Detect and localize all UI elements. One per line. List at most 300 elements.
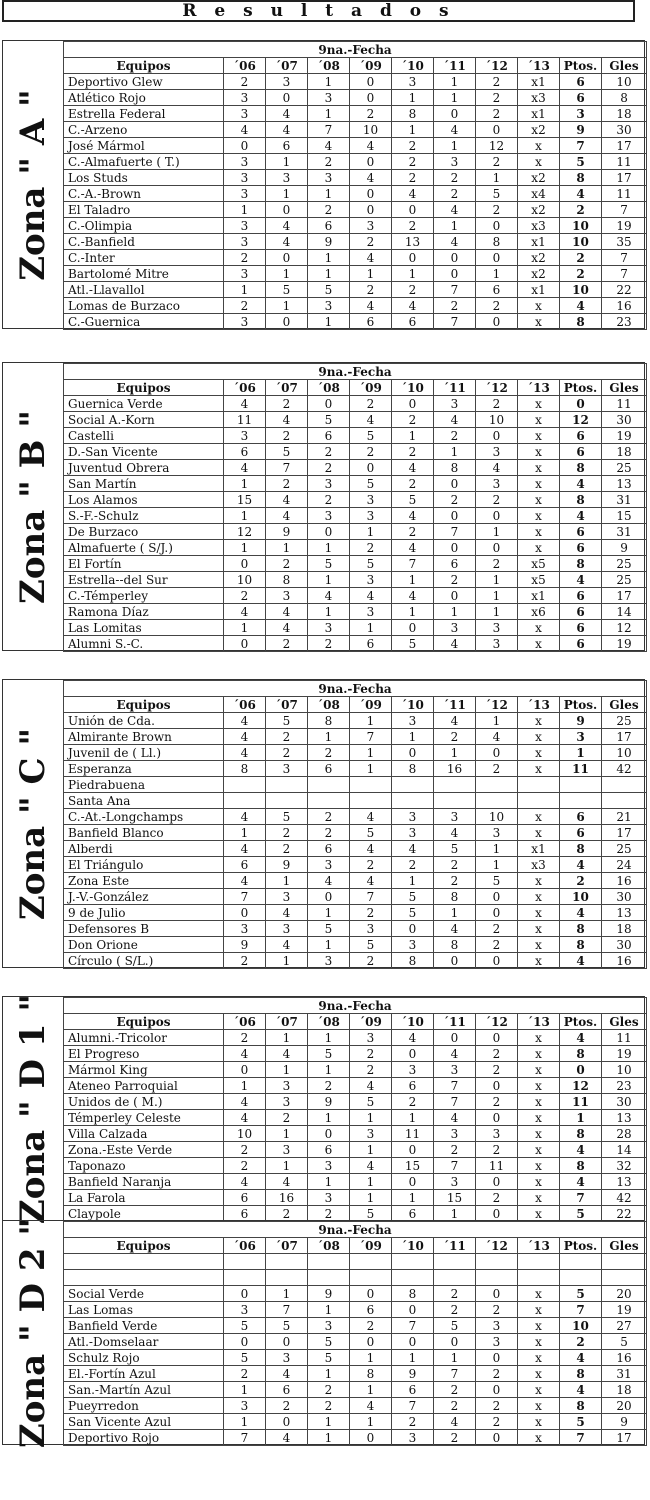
- team-name: Atl.-Domselaar: [64, 1334, 224, 1350]
- result-cell: 1: [224, 508, 266, 524]
- result-cell: x: [518, 476, 560, 492]
- result-cell: 3: [350, 1030, 392, 1046]
- result-cell: 9: [392, 1366, 434, 1382]
- result-cell: 0: [434, 508, 476, 524]
- result-cell: 3: [224, 1302, 266, 1318]
- team-name: Castelli: [64, 428, 224, 444]
- result-cell: 6: [224, 444, 266, 460]
- table-row: [64, 492, 647, 508]
- result-cell: 4: [266, 1366, 308, 1382]
- result-cell: 8: [434, 937, 476, 953]
- result-cell: 11: [476, 1158, 518, 1174]
- table-row: [64, 1110, 647, 1126]
- team-name: Guernica Verde: [64, 396, 224, 412]
- result-cell: x2: [518, 170, 560, 186]
- table-row: [64, 1430, 647, 1446]
- team-name: Alumni S.-C.: [64, 636, 224, 652]
- column-header-year: ´13: [518, 697, 560, 713]
- result-cell: 6: [476, 282, 518, 298]
- result-cell: 6: [308, 218, 350, 234]
- fecha-label: 9na.-Fecha: [64, 42, 647, 58]
- result-cell: 0: [476, 428, 518, 444]
- result-cell: 4: [350, 588, 392, 604]
- column-header-year: ´09: [350, 380, 392, 396]
- result-cell: 2: [350, 234, 392, 250]
- column-header-ptos: Ptos.: [560, 1014, 602, 1030]
- points-cell: 7: [560, 1302, 602, 1318]
- result-cell: 1: [392, 1350, 434, 1366]
- result-cell: 1: [224, 1414, 266, 1430]
- team-name: Bartolomé Mitre: [64, 266, 224, 282]
- result-cell: x: [518, 620, 560, 636]
- result-cell: 1: [308, 1174, 350, 1190]
- team-name: D.-San Vicente: [64, 444, 224, 460]
- result-cell: 2: [266, 825, 308, 841]
- result-cell: x: [518, 809, 560, 825]
- result-cell: 0: [434, 1030, 476, 1046]
- result-cell: 2: [308, 636, 350, 652]
- table-row: [64, 412, 647, 428]
- points-cell: 8: [560, 841, 602, 857]
- result-cell: 1: [476, 841, 518, 857]
- team-name: José Mármol: [64, 138, 224, 154]
- result-cell: 1: [308, 604, 350, 620]
- result-cell: x: [518, 1190, 560, 1206]
- goals-cell: 14: [602, 604, 647, 620]
- table-row: [64, 1078, 647, 1094]
- result-cell: 4: [266, 122, 308, 138]
- team-name: Alberdi: [64, 841, 224, 857]
- result-cell: x: [518, 825, 560, 841]
- team-name: C.-Banfield: [64, 234, 224, 250]
- result-cell: 2: [224, 1142, 266, 1158]
- table-row: [64, 106, 647, 122]
- result-cell: 1: [434, 604, 476, 620]
- table-row: [64, 170, 647, 186]
- points-cell: 7: [560, 138, 602, 154]
- column-header-year: ´07: [266, 380, 308, 396]
- result-cell: 1: [434, 74, 476, 90]
- result-cell: 3: [350, 508, 392, 524]
- result-cell: 1: [434, 905, 476, 921]
- result-cell: x: [518, 1030, 560, 1046]
- team-name: Estrella--del Sur: [64, 572, 224, 588]
- result-cell: 7: [266, 1302, 308, 1318]
- team-name: Claypole: [64, 1206, 224, 1222]
- goals-cell: 16: [602, 298, 647, 314]
- result-cell: 6: [308, 761, 350, 777]
- header-row: [64, 58, 647, 74]
- team-name: San.-Martín Azul: [64, 1382, 224, 1398]
- points-cell: 4: [560, 1382, 602, 1398]
- result-cell: 10: [350, 122, 392, 138]
- result-cell: 3: [308, 508, 350, 524]
- result-cell: 1: [266, 186, 308, 202]
- result-cell: 0: [308, 889, 350, 905]
- result-cell: 2: [224, 74, 266, 90]
- team-name: Schulz Rojo: [64, 1350, 224, 1366]
- result-cell: 4: [392, 508, 434, 524]
- result-cell: 4: [224, 809, 266, 825]
- table-row: [64, 1350, 647, 1366]
- result-cell: x1: [518, 234, 560, 250]
- points-cell: 8: [560, 921, 602, 937]
- result-cell: 4: [224, 873, 266, 889]
- table-row: [64, 90, 647, 106]
- table-row: [64, 953, 647, 969]
- result-cell: 1: [350, 1382, 392, 1398]
- result-cell: 2: [434, 729, 476, 745]
- column-header-year: ´11: [434, 1238, 476, 1254]
- result-cell: 1: [308, 1366, 350, 1382]
- zone-label-text: Zona " C ": [13, 727, 53, 920]
- result-cell: 16: [266, 1190, 308, 1206]
- result-cell: 9: [266, 857, 308, 873]
- result-cell: [518, 777, 560, 793]
- result-cell: 5: [308, 1046, 350, 1062]
- result-cell: 3: [308, 298, 350, 314]
- result-cell: 4: [434, 1414, 476, 1430]
- result-cell: 2: [224, 298, 266, 314]
- result-cell: x1: [518, 588, 560, 604]
- result-cell: 0: [392, 620, 434, 636]
- result-cell: x: [518, 1078, 560, 1094]
- result-cell: 1: [392, 873, 434, 889]
- result-cell: 6: [224, 1190, 266, 1206]
- goals-cell: 13: [602, 1110, 647, 1126]
- result-cell: 1: [308, 106, 350, 122]
- results-table: [63, 41, 647, 330]
- result-cell: 6: [224, 1206, 266, 1222]
- result-cell: 2: [266, 476, 308, 492]
- team-name: Zona Este: [64, 873, 224, 889]
- result-cell: 2: [350, 905, 392, 921]
- team-name: C.-Olimpia: [64, 218, 224, 234]
- team-name: Alumni.-Tricolor: [64, 1030, 224, 1046]
- result-cell: 3: [434, 809, 476, 825]
- result-cell: 5: [350, 937, 392, 953]
- result-cell: 1: [434, 90, 476, 106]
- result-cell: 3: [434, 1174, 476, 1190]
- result-cell: 2: [350, 540, 392, 556]
- result-cell: 3: [308, 953, 350, 969]
- goals-cell: 32: [602, 1158, 647, 1174]
- table-row: [64, 1254, 647, 1270]
- result-cell: 1: [434, 1350, 476, 1366]
- result-cell: 2: [476, 154, 518, 170]
- points-cell: 6: [560, 620, 602, 636]
- team-name: Juvenil de ( Ll.): [64, 745, 224, 761]
- result-cell: 0: [308, 1126, 350, 1142]
- result-cell: x3: [518, 218, 560, 234]
- result-cell: 4: [224, 713, 266, 729]
- table-row: [64, 1398, 647, 1414]
- result-cell: x: [518, 1286, 560, 1302]
- goals-cell: 11: [602, 396, 647, 412]
- result-cell: 2: [308, 460, 350, 476]
- result-cell: 5: [308, 412, 350, 428]
- result-cell: x: [518, 1350, 560, 1366]
- points-cell: 2: [560, 1334, 602, 1350]
- result-cell: x3: [518, 90, 560, 106]
- result-cell: 5: [308, 556, 350, 572]
- result-cell: 3: [224, 266, 266, 282]
- result-cell: 3: [266, 74, 308, 90]
- result-cell: 10: [224, 572, 266, 588]
- goals-cell: 13: [602, 476, 647, 492]
- result-cell: 1: [224, 202, 266, 218]
- result-cell: x: [518, 1110, 560, 1126]
- result-cell: 2: [434, 298, 476, 314]
- result-cell: 3: [392, 1430, 434, 1446]
- result-cell: 1: [266, 1126, 308, 1142]
- result-cell: 5: [350, 428, 392, 444]
- table-row: [64, 588, 647, 604]
- result-cell: 2: [308, 492, 350, 508]
- points-cell: 8: [560, 460, 602, 476]
- header-row: [64, 1014, 647, 1030]
- result-cell: 1: [224, 825, 266, 841]
- team-name: Deportivo Glew: [64, 74, 224, 90]
- goals-cell: 10: [602, 74, 647, 90]
- result-cell: 0: [476, 1430, 518, 1446]
- table-row: [64, 873, 647, 889]
- table-row: [64, 122, 647, 138]
- goals-cell: 20: [602, 1286, 647, 1302]
- result-cell: x2: [518, 266, 560, 282]
- result-cell: x5: [518, 556, 560, 572]
- result-cell: [308, 793, 350, 809]
- team-name: Las Lomitas: [64, 620, 224, 636]
- column-header-year: ´08: [308, 1014, 350, 1030]
- points-cell: 4: [560, 1030, 602, 1046]
- result-cell: 0: [476, 250, 518, 266]
- team-name: Los Studs: [64, 170, 224, 186]
- result-cell: [434, 777, 476, 793]
- result-cell: x: [518, 1158, 560, 1174]
- result-cell: 4: [434, 234, 476, 250]
- result-cell: x2: [518, 250, 560, 266]
- result-cell: 3: [476, 825, 518, 841]
- result-cell: 8: [434, 460, 476, 476]
- result-cell: x: [518, 298, 560, 314]
- result-cell: 1: [266, 1062, 308, 1078]
- result-cell: x: [518, 460, 560, 476]
- table-row: [64, 1126, 647, 1142]
- result-cell: 2: [266, 556, 308, 572]
- result-cell: 3: [224, 234, 266, 250]
- column-header-year: ´08: [308, 58, 350, 74]
- result-cell: 10: [476, 809, 518, 825]
- result-cell: 12: [224, 524, 266, 540]
- result-cell: 2: [476, 1046, 518, 1062]
- result-cell: 6: [434, 556, 476, 572]
- result-cell: 3: [476, 476, 518, 492]
- result-cell: [518, 1254, 560, 1270]
- result-cell: 4: [350, 1078, 392, 1094]
- result-cell: 9: [308, 234, 350, 250]
- result-cell: 4: [434, 122, 476, 138]
- result-cell: 1: [350, 266, 392, 282]
- result-cell: 6: [392, 1382, 434, 1398]
- result-cell: 6: [392, 1206, 434, 1222]
- result-cell: 1: [308, 1062, 350, 1078]
- result-cell: 4: [266, 508, 308, 524]
- points-cell: 6: [560, 444, 602, 460]
- points-cell: 9: [560, 122, 602, 138]
- result-cell: 7: [392, 556, 434, 572]
- result-cell: x: [518, 428, 560, 444]
- result-cell: 2: [350, 282, 392, 298]
- goals-cell: 25: [602, 841, 647, 857]
- result-cell: 3: [350, 1126, 392, 1142]
- result-cell: 0: [350, 460, 392, 476]
- goals-cell: 10: [602, 1062, 647, 1078]
- result-cell: 0: [350, 90, 392, 106]
- result-cell: 2: [266, 1398, 308, 1414]
- result-cell: 4: [224, 1110, 266, 1126]
- table-row: [64, 1062, 647, 1078]
- points-cell: 4: [560, 298, 602, 314]
- result-cell: 1: [308, 540, 350, 556]
- column-header-year: ´07: [266, 58, 308, 74]
- points-cell: 8: [560, 1126, 602, 1142]
- result-cell: 2: [266, 396, 308, 412]
- column-header-year: ´12: [476, 58, 518, 74]
- result-cell: 1: [350, 1142, 392, 1158]
- goals-cell: 30: [602, 1094, 647, 1110]
- goals-cell: 9: [602, 1414, 647, 1430]
- result-cell: 3: [350, 492, 392, 508]
- goals-cell: 16: [602, 873, 647, 889]
- team-name: Almafuerte ( S/J.): [64, 540, 224, 556]
- result-cell: 2: [434, 1302, 476, 1318]
- result-cell: 7: [224, 1430, 266, 1446]
- result-cell: 1: [434, 444, 476, 460]
- team-name: Deportivo Rojo: [64, 1430, 224, 1446]
- result-cell: 4: [434, 412, 476, 428]
- zone-label-text: Zona " A ": [13, 88, 54, 281]
- result-cell: 2: [476, 921, 518, 937]
- result-cell: 16: [434, 761, 476, 777]
- result-cell: 7: [434, 282, 476, 298]
- points-cell: 2: [560, 873, 602, 889]
- team-name: J.-V.-González: [64, 889, 224, 905]
- points-cell: 8: [560, 937, 602, 953]
- points-cell: 6: [560, 74, 602, 90]
- result-cell: 2: [266, 428, 308, 444]
- result-cell: 2: [434, 186, 476, 202]
- result-cell: 1: [308, 572, 350, 588]
- column-header-year: ´10: [392, 697, 434, 713]
- points-cell: [560, 777, 602, 793]
- points-cell: 8: [560, 1398, 602, 1414]
- goals-cell: 23: [602, 1078, 647, 1094]
- result-cell: x: [518, 937, 560, 953]
- goals-cell: 18: [602, 106, 647, 122]
- column-header-year: ´07: [266, 1238, 308, 1254]
- result-cell: 2: [308, 809, 350, 825]
- result-cell: 7: [434, 524, 476, 540]
- result-cell: 1: [392, 572, 434, 588]
- result-cell: 0: [476, 1286, 518, 1302]
- result-cell: 1: [308, 1430, 350, 1446]
- column-header-year: ´06: [224, 1238, 266, 1254]
- goals-cell: 25: [602, 713, 647, 729]
- points-cell: 5: [560, 1414, 602, 1430]
- table-row: [64, 1158, 647, 1174]
- fecha-row: [64, 681, 647, 697]
- table-row: [64, 428, 647, 444]
- table-row: [64, 604, 647, 620]
- results-table: [63, 680, 647, 969]
- result-cell: 11: [392, 1126, 434, 1142]
- result-cell: x: [518, 154, 560, 170]
- result-cell: [266, 777, 308, 793]
- result-cell: 1: [350, 1110, 392, 1126]
- result-cell: [308, 1254, 350, 1270]
- result-cell: x2: [518, 122, 560, 138]
- result-cell: 4: [266, 412, 308, 428]
- team-name: De Burzaco: [64, 524, 224, 540]
- result-cell: 0: [434, 250, 476, 266]
- result-cell: 4: [224, 604, 266, 620]
- result-cell: 1: [266, 953, 308, 969]
- result-cell: 2: [308, 745, 350, 761]
- column-header-gles: Gles: [602, 697, 647, 713]
- result-cell: 7: [350, 729, 392, 745]
- result-cell: 4: [434, 713, 476, 729]
- result-cell: 8: [392, 106, 434, 122]
- result-cell: 2: [476, 937, 518, 953]
- goals-cell: 35: [602, 234, 647, 250]
- result-cell: 0: [476, 1350, 518, 1366]
- result-cell: 6: [308, 428, 350, 444]
- result-cell: 3: [266, 921, 308, 937]
- table-row: [64, 793, 647, 809]
- result-cell: 1: [392, 604, 434, 620]
- page-title: R e s u l t a d o s: [2, 0, 635, 22]
- result-cell: 3: [224, 90, 266, 106]
- goals-cell: 11: [602, 154, 647, 170]
- zone-label: [3, 680, 63, 967]
- result-cell: [224, 1254, 266, 1270]
- zone-label: [3, 1217, 63, 1448]
- points-cell: 1: [560, 745, 602, 761]
- points-cell: 10: [560, 282, 602, 298]
- team-name: Unidos de ( M.): [64, 1094, 224, 1110]
- goals-cell: 42: [602, 1190, 647, 1206]
- result-cell: 3: [392, 713, 434, 729]
- result-cell: 1: [308, 74, 350, 90]
- result-cell: 4: [266, 937, 308, 953]
- result-cell: 10: [224, 1126, 266, 1142]
- result-cell: 2: [392, 444, 434, 460]
- result-cell: 3: [476, 444, 518, 460]
- result-cell: 7: [308, 122, 350, 138]
- result-cell: 1: [350, 745, 392, 761]
- result-cell: 4: [266, 106, 308, 122]
- goals-cell: 25: [602, 572, 647, 588]
- result-cell: 3: [392, 809, 434, 825]
- result-cell: 1: [308, 266, 350, 282]
- result-cell: 3: [308, 620, 350, 636]
- column-header-year: ´09: [350, 697, 392, 713]
- result-cell: 2: [392, 170, 434, 186]
- result-cell: 5: [476, 186, 518, 202]
- zone-section: [2, 993, 645, 1224]
- team-name: Atlético Rojo: [64, 90, 224, 106]
